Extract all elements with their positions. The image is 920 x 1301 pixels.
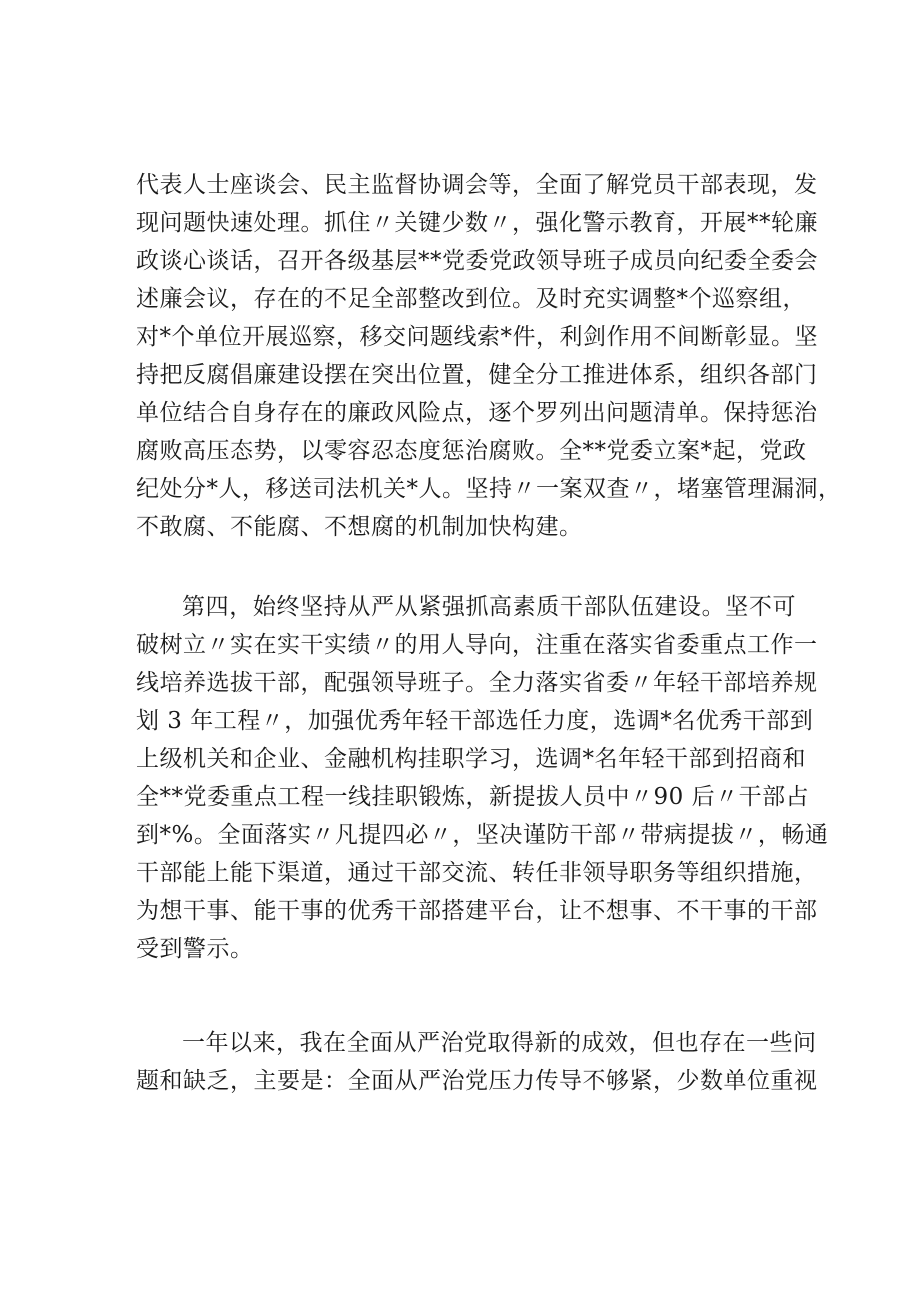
text-line: 不敢腐、不能腐、不想腐的机制加快构建。: [136, 514, 583, 540]
text-line: 第四，始终坚持从严从紧强抓高素质干部队伍建设。坚不可: [182, 594, 796, 620]
text-line: 代表人士座谈会、民主监督协调会等，全面了解党员干部表现，发: [136, 172, 818, 198]
text-line: 全**党委重点工程一线挂职锻炼，新提拔人员中〃90 后〃干部占: [136, 784, 810, 810]
text-line: 题和缺乏，主要是：全面从严治党压力传导不够紧，少数单位重视: [136, 1068, 818, 1094]
paragraph-anti-corruption: [136, 166, 842, 546]
text-line: 划 3 年工程〃，加强优秀年轻干部选任力度，选调*名优秀干部到: [136, 708, 814, 734]
text-line: 线培养选拔干部，配强领导班子。全力落实省委〃年轻干部培养规: [136, 670, 818, 696]
text-line: 到*%。全面落实〃凡提四必〃，坚决谨防干部〃带病提拔〃，畅通: [136, 822, 829, 848]
text-line: 上级机关和企业、金融机构挂职学习，选调*名年轻干部到招商和: [136, 746, 806, 772]
text-line: 一年以来，我在全面从严治党取得新的成效，但也存在一些问: [182, 1030, 817, 1056]
text-line: 腐败高压态势，以零容忍态度惩治腐败。全**党委立案*起，党政: [136, 438, 807, 464]
text-line: 受到警示。: [136, 936, 254, 962]
text-line: 持把反腐倡廉建设摆在突出位置，健全分工推进体系，组织各部门: [136, 362, 818, 388]
paragraph-cadre-team-building: [136, 588, 829, 968]
text-line: 破树立〃实在实干实绩〃的用人导向，注重在落实省委重点工作一: [136, 632, 818, 658]
text-line: 为想干事、能干事的优秀干部搭建平台，让不想事、不干事的干部: [136, 898, 818, 924]
text-line: 对*个单位开展巡察，移交问题线索*件，利剑作用不间断彰显。坚: [136, 324, 818, 350]
text-line: 政谈心谈话，召开各级基层**党委党政领导班子成员向纪委全委会: [136, 248, 818, 274]
text-line: 单位结合自身存在的廉政风险点，逐个罗列出问题清单。保持惩治: [136, 400, 818, 426]
text-line: 现问题快速处理。抓住〃关键少数〃，强化警示教育，开展**轮廉: [136, 210, 818, 236]
text-line: 纪处分*人，移送司法机关*人。坚持〃一案双查〃，堵塞管理漏洞，: [136, 476, 842, 502]
text-line: 述廉会议，存在的不足全部整改到位。及时充实调整*个巡察组，: [136, 286, 806, 312]
text-line: 干部能上能下渠道，通过干部交流、转任非领导职务等组织措施，: [136, 860, 818, 886]
paragraph-shortcomings: [136, 1024, 818, 1100]
